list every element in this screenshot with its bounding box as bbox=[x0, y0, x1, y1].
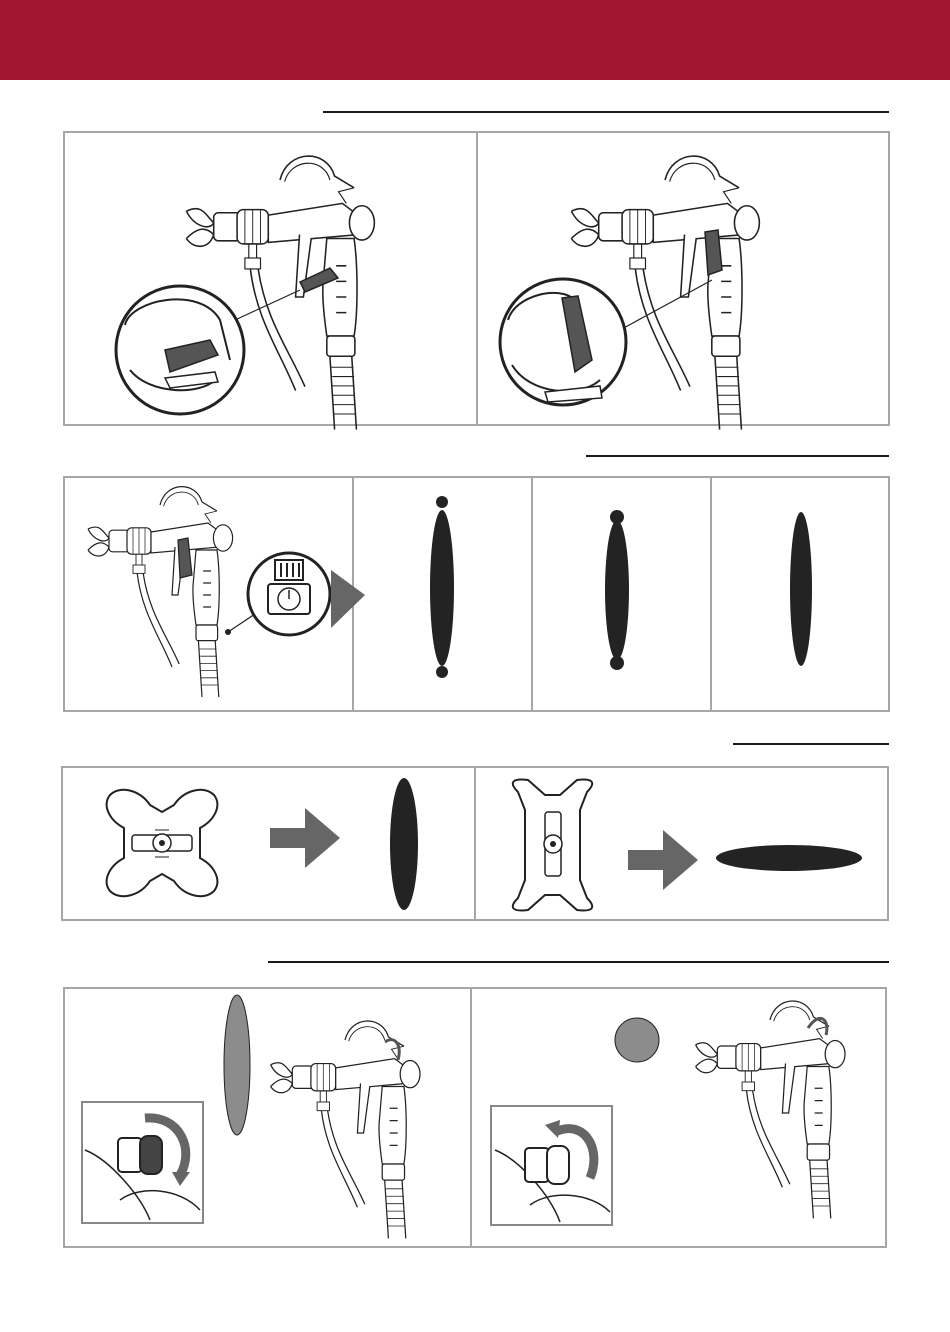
knob-clockwise-wide-pattern bbox=[82, 995, 420, 1238]
spray-gun-with-pressure-gauge bbox=[88, 487, 365, 697]
adjustment-knob-icon bbox=[118, 1136, 162, 1174]
arrow-right-icon bbox=[331, 570, 365, 628]
arrow-right-icon bbox=[270, 808, 340, 868]
rotate-clockwise-icon bbox=[808, 1018, 827, 1035]
spray-pattern-pressure-low bbox=[605, 510, 629, 670]
tip-guard-icon bbox=[107, 790, 218, 896]
tip-guard-horizontal-vertical-pattern bbox=[107, 778, 418, 910]
tip-guard-vertical-horizontal-pattern bbox=[513, 780, 862, 911]
adjustment-knob-icon bbox=[525, 1146, 569, 1184]
knob-counterclockwise-round-pattern bbox=[491, 1001, 845, 1225]
arrow-right-icon bbox=[628, 830, 698, 890]
spray-gun-trigger-unlocked bbox=[116, 156, 374, 430]
spray-pattern-pressure-too-low bbox=[430, 496, 454, 678]
spray-gun-trigger-locked bbox=[500, 156, 759, 430]
spray-pattern-pressure-correct bbox=[790, 512, 812, 666]
tip-guard-icon bbox=[513, 780, 592, 911]
